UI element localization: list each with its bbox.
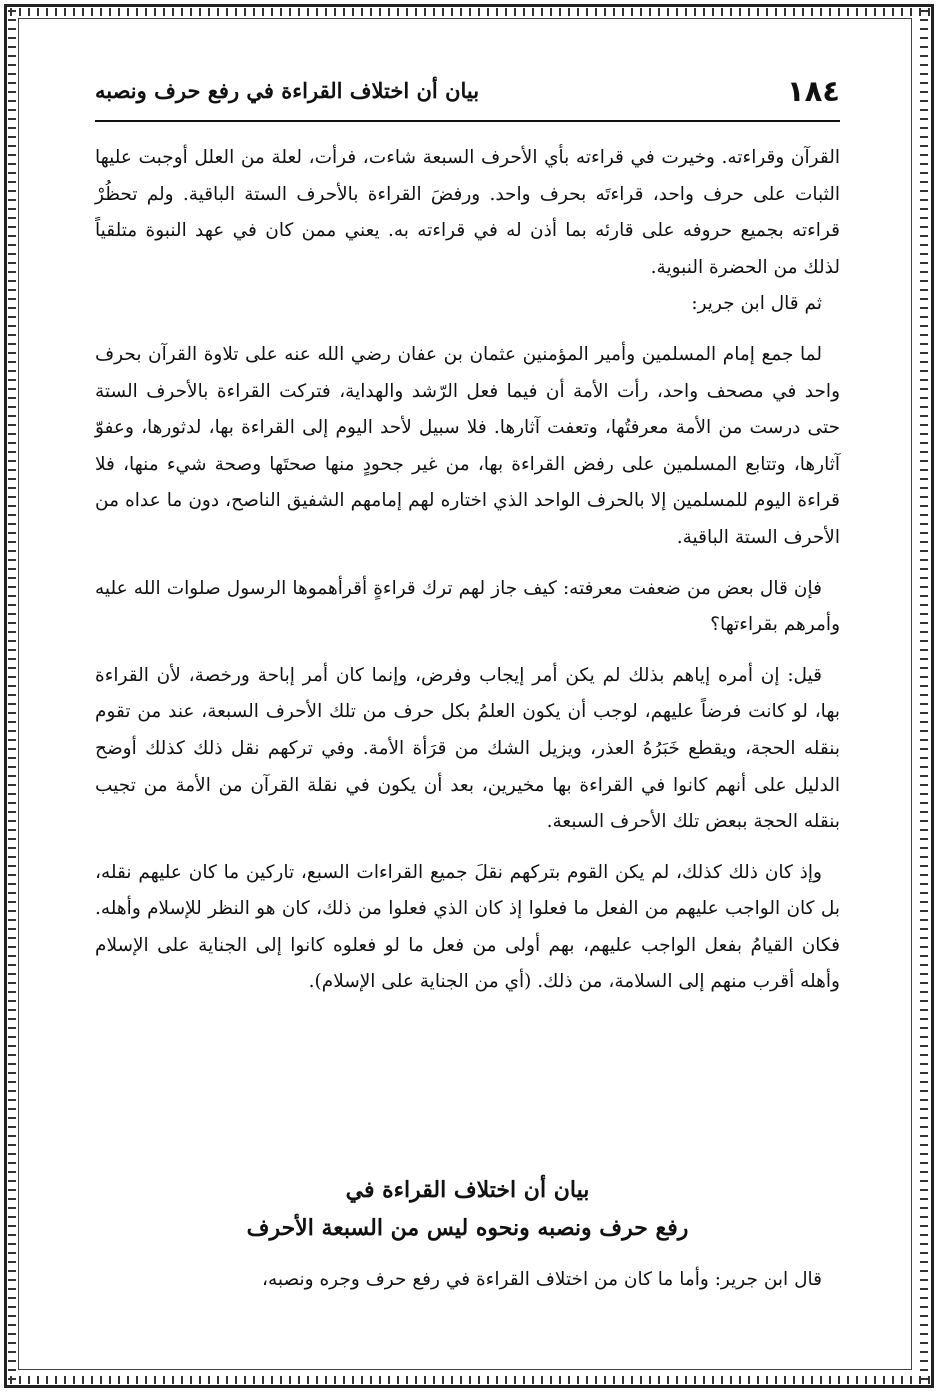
page-header [95,72,840,116]
border-ornament-left [8,10,16,1382]
running-title: بيان أن اختلاف القراءة في رفع حرف ونصبه [95,78,480,103]
section-heading-line-1: بيان أن اختلاف القراءة في [345,1177,590,1203]
paragraph: لما جمع إمام المسلمين وأمير المؤمنين عثمان بن عفان رضي الله عنه على تلاوة القرآن بحرف واحد في مصحف واحد، رأت الأمة أن فيما فعل الرّشد والهداية، فتركت القراءة بالأحرف الستة حتى درست من الأمة معرفتُها، وتعفت آثارها. فلا سبيل لأحد اليوم إلى القراءة بها، لدثورها، وعفوّ آثارها، وتتابع المسلمين على رفض القراءة بها، من غير جحودٍ منها صحتَها وصحة شيء منها، فلا قراءة اليوم للمسلمين إلا بالحرف الواحد الذي اختاره لهم إمامهم الشفيق الناصح، دون ما عداه من الأحرف الستة الباقية. [95,343,840,548]
paragraph: فإن قال بعض من ضعفت معرفته: كيف جاز لهم ترك قراءةٍ أقرأهموها الرسول صلوات الله عليه وأمرهم بقراءتها؟ [95,577,840,636]
border-ornament-right [920,10,928,1382]
border-ornament-bottom [10,1376,930,1384]
page-number: ١٨٤ [786,74,840,108]
closing-paragraph: قال ابن جرير: وأما ما كان من اختلاف القراءة في رفع حرف وجره ونصبه، [262,1269,822,1290]
body-text [95,140,840,1001]
header-rule [95,120,840,122]
border-ornament-top [10,8,930,16]
paragraph: وإذ كان ذلك كذلك، لم يكن القوم بتركهم نقلَ جميع القراءات السبع، تاركين ما كان عليهم نقله، بل كان الواجب عليهم من الفعل ما فعلوا إذ كان الذي فعلوا من ذلك، كان هو النظر للإسلام وأهله. فكان القيامُ بفعل الواجب عليهم، بهم أولى من فعل ما لو فعلوه كانوا إلى الجناية على الإسلام وأهله أقرب منهم إلى السلامة، من ذلك. (أي من الجناية على الإسلام). [95,861,840,993]
paragraph: قيل: إن أمره إياهم بذلك لم يكن أمر إيجاب وفرض، وإنما كان أمر إباحة ورخصة، لأن القراءة بها، لو كانت فرضاً عليهم، لوجب أن يكون العلمُ بكل حرف من تلك الأحرف السبعة، عند من تقوم بنقله الحجة، ويقطع خَبَرُهُ العذر، ويزيل الشك من قرَأة الأمة. وفي تركهم نقل ذلك كذلك أوضح الدليل على أنهم كانوا في القراءة بها مخيرين، بعد أن يكون في نقلة القرآن من الأمة من تجيب بنقله الحجة ببعض تلك الأحرف السبعة. [95,664,840,833]
paragraph: ثم قال ابن جرير: [691,293,822,315]
paragraph: القرآن وقراءته. وخيرت في قراءته بأي الأحرف السبعة شاءت، فرأت، لعلة من العلل أوجبت عليها الثبات على حرف واحد، قراءتَه بحرف واحد. ورفضَ القراءة بالأحرف الستة الباقية. ولم تحظُرْ قراءته بجميع حروفه على قارئه بما أذن له في قراءته به. يعني ممن كان في عهد النبوة متلقياً لذلك من الحضرة النبوية. [95,147,840,278]
section-heading-line-2: رفع حرف ونصبه ونحوه ليس من السبعة الأحرف [246,1215,689,1241]
